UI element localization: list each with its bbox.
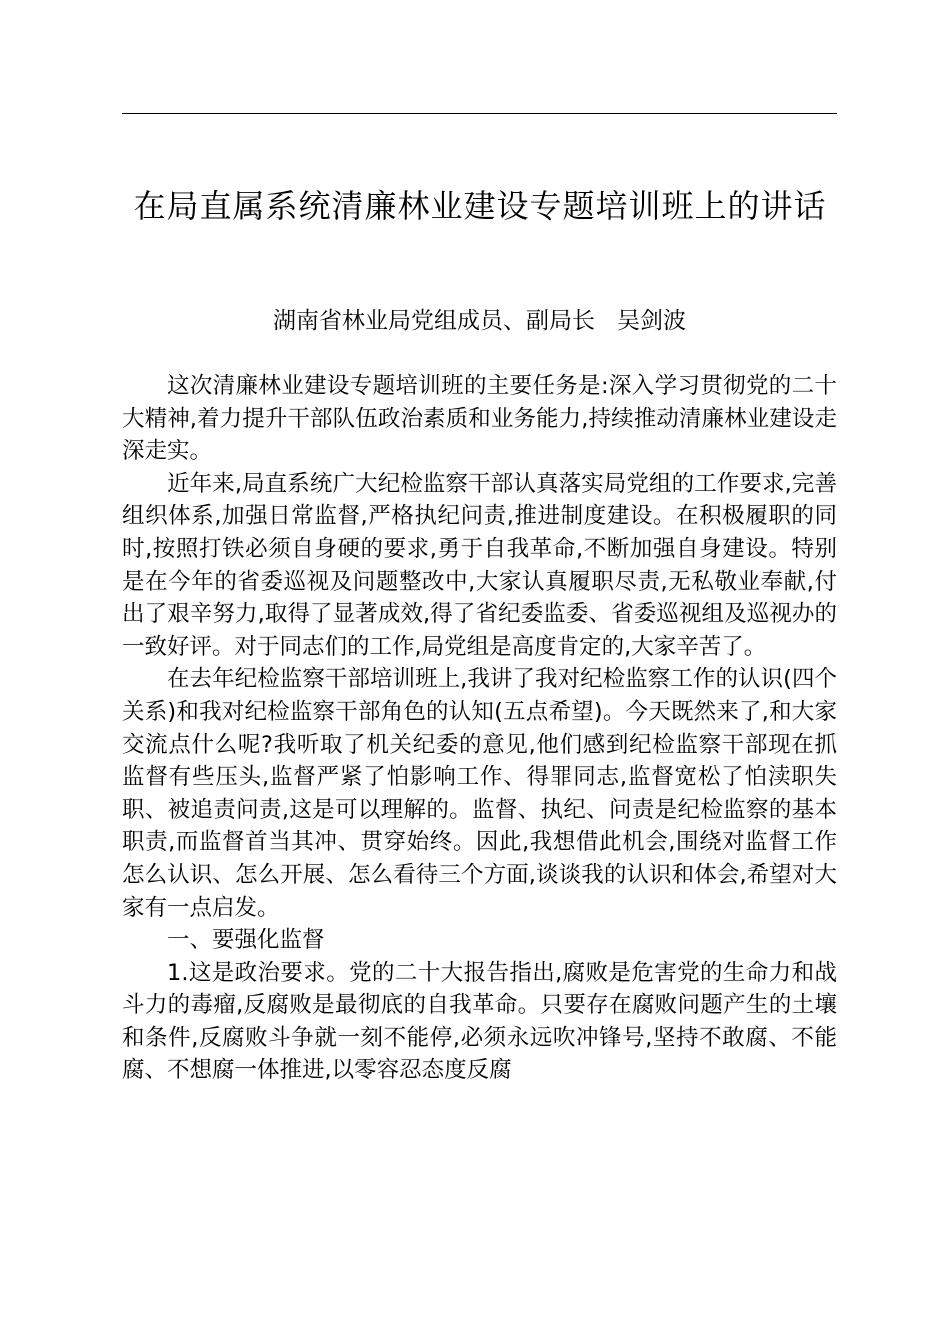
author-line: 湖南省林业局党组成员、副局长 吴剑波 <box>273 308 686 334</box>
header-rule <box>122 113 837 114</box>
paragraph-political-requirement: 1.这是政治要求。党的二十大报告指出,腐败是危害党的生命力和战斗力的毒瘤,反腐败是最彻底的自我革命。只要存在腐败问题产生的土壤和条件,反腐败斗争就一刻不能停,必须永远吹冲锋号,坚持不敢腐、不能腐、不想腐一体推进,以零容忍态度反腐 <box>122 959 837 1084</box>
document-body <box>122 370 837 1087</box>
paragraph-intro: 这次清廉林业建设专题培训班的主要任务是:深入学习贯彻党的二十大精神,着力提升干部队伍政治素质和业务能力,持续推动清廉林业建设走深走实。 <box>122 373 837 465</box>
section-heading-1: 一、要强化监督 <box>167 927 325 954</box>
document-title: 在局直属系统清廉林业建设专题培训班上的讲话 <box>133 187 827 225</box>
paragraph-last-year-training: 在去年纪检监察干部培训班上,我讲了我对纪检监察工作的认识(四个关系)和我对纪检监察干部角色的认知(五点希望)。今天既然来了,和大家交流点什么呢?我听取了机关纪委的意见,他们感到纪检监察干部现在抓监督有些压头,监督严紧了怕影响工作、得罪同志,监督宽松了怕渎职失职、被追责问责,这是可以理解的。监督、执纪、问责是纪检监察的基本职责,而监督首当其冲、贯穿始终。因此,我想借此机会,围绕对监督工作怎么认识、怎么开展、怎么看待三个方面,谈谈我的认识和体会,希望对大家有一点启发。 <box>122 666 837 921</box>
paragraph-recent-years: 近年来,局直系统广大纪检监察干部认真落实局党组的工作要求,完善组织体系,加强日常监督,严格执纪问责,推进制度建设。在积极履职的同时,按照打铁必须自身硬的要求,勇于自我革命,不断加强自身建设。特别是在今年的省委巡视及问题整改中,大家认真履职尽责,无私敬业奉献,付出了艰辛努力,取得了显著成效,得了省纪委监委、省委巡视组及巡视办的一致好评。对于同志们的工作,局党组是高度肯定的,大家辛苦了。 <box>122 470 837 660</box>
